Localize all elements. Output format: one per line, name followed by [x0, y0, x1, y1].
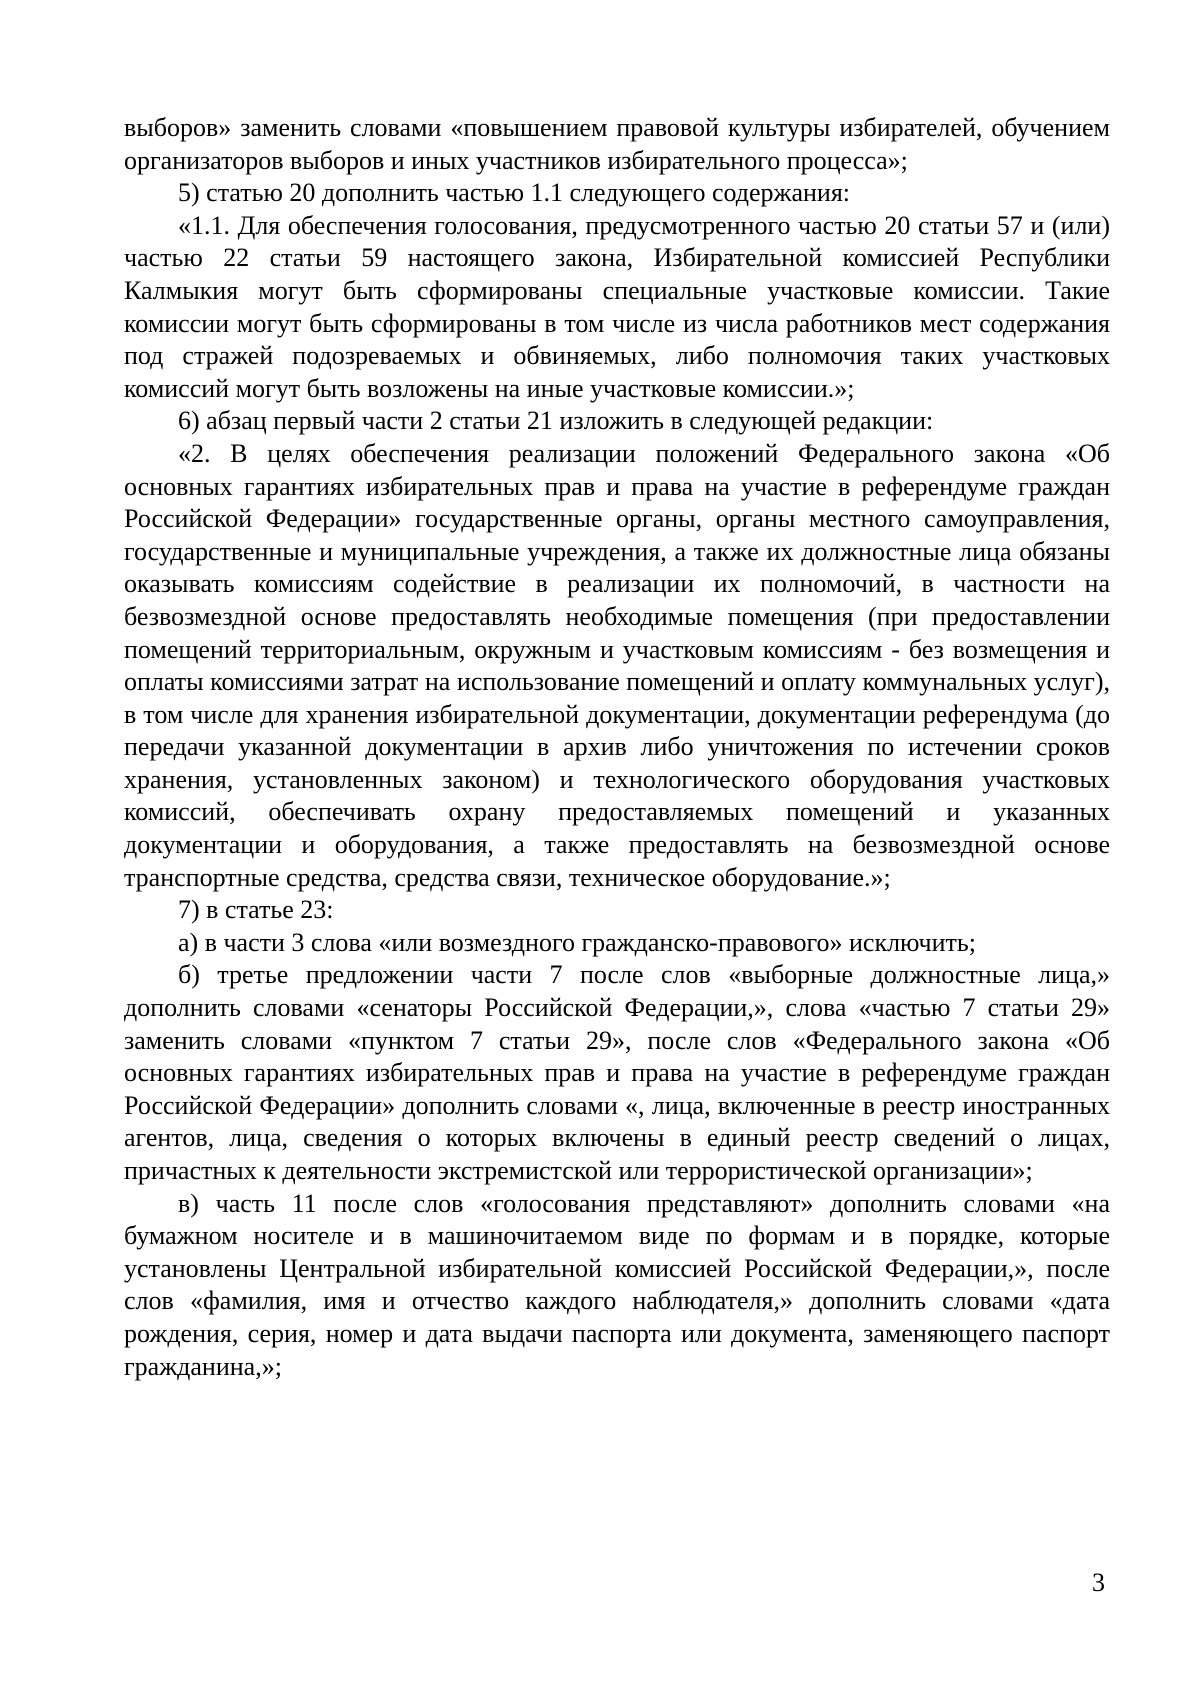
paragraph-4: 6) абзац первый части 2 статьи 21 изложить в следующей редакции:: [178, 406, 934, 436]
paragraph-1: выборов» заменить словами «повышением правовой культуры избирателей, обучением организаторов выборов и иных участников избирательного процесса»;: [124, 113, 1110, 175]
paragraph-5: «2. В целях обеспечения реализации положений Федерального закона «Об основных гарантиях избирательных прав и права на участие в референдуме граждан Российской Федерации» государственные органы, органы местного самоуправления, государственные и муниципальные учреждения, а также их должностные лица обязаны оказывать комиссиям содействие в реализации их полномочий, в частности на безвозмездной основе предоставлять необходимые помещения (при предоставлении помещений территориальным, окружным и участковым комиссиям - без возмещения и оплаты комиссиями затрат на использование помещений и оплату коммунальных услуг), в том числе для хранения избирательной документации, документации референдума (до передачи указанной документации в архив либо уничтожения по истечении сроков хранения, установленных законом) и технологического оборудования участковых комиссий, обеспечивать охрану предоставляемых помещений и указанных документации и оборудования, а также предоставлять на безвозмездной основе транспортные средства, средства связи, техническое оборудование.»;: [124, 438, 1110, 892]
paragraph-9: в) часть 11 после слов «голосования представляют» дополнить словами «на бумажном носителе и в машиночитаемом виде по формам и в порядке, которые установлены Центральной избирательной комиссией Российской Федерации,», после слов «фамилия, имя и отчество каждого наблюдателя,» дополнить словами «дата рождения, серия, номер и дата выдачи паспорта или документа, заменяющего паспорт гражданина,»;: [124, 1188, 1110, 1381]
paragraph-2: 5) статью 20 дополнить частью 1.1 следующего содержания:: [178, 178, 851, 208]
paragraph-7: а) в части 3 слова «или возмездного гражданско-правового» исключить;: [178, 927, 976, 957]
paragraph-6: 7) в статье 23:: [178, 895, 334, 925]
page-number: 3: [1092, 1568, 1105, 1597]
paragraph-8: б) третье предложении части 7 после слов «выборные должностные лица,» дополнить словами «сенаторы Российской Федерации,», слова «частью 7 статьи 29» заменить словами «пунктом 7 статьи 29», после слов «Федерального закона «Об основных гарантиях избирательных прав и права на участие в референдуме граждан Российской Федерации» дополнить словами «, лица, включенные в реестр иностранных агентов, лица, сведения о которых включены в единый реестр сведений о лицах, причастных к деятельности экстремистской или террористической организации»;: [124, 960, 1110, 1185]
paragraph-3: «1.1. Для обеспечения голосования, предусмотренного частью 20 статьи 57 и (или) частью 22 статьи 59 настоящего закона, Избирательной комиссией Республики Калмыкия могут быть сформированы специальные участковые комиссии. Такие комиссии могут быть сформированы в том числе из числа работников мест содержания под стражей подозреваемых и обвиняемых, либо полномочия таких участковых комиссий могут быть возложены на иные участковые комиссии.»;: [124, 210, 1110, 403]
document-body: [124, 112, 1110, 1383]
